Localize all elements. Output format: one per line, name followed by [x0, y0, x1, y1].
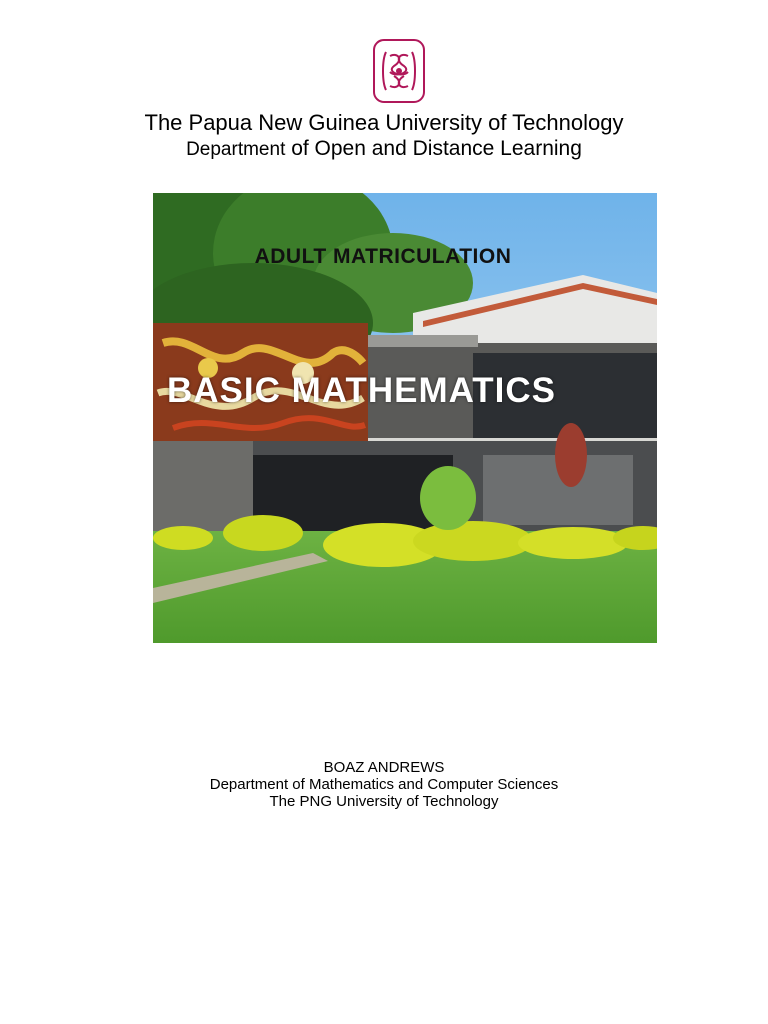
- author-name: BOAZ ANDREWS: [323, 759, 445, 776]
- institution-name: The Papua New Guinea University of Technology: [144, 110, 624, 135]
- cover-title: BASIC MATHEMATICS: [167, 371, 557, 410]
- cover-subtitle: ADULT MATRICULATION: [254, 245, 512, 268]
- university-logo: [372, 38, 426, 104]
- author-department: Department of Mathematics and Computer Sciences: [209, 776, 559, 793]
- department-prefix: Department: [186, 139, 286, 160]
- author-university: The PNG University of Technology: [269, 793, 499, 810]
- department-name: [0, 137, 768, 161]
- department-rest: of Open and Distance Learning: [285, 137, 582, 160]
